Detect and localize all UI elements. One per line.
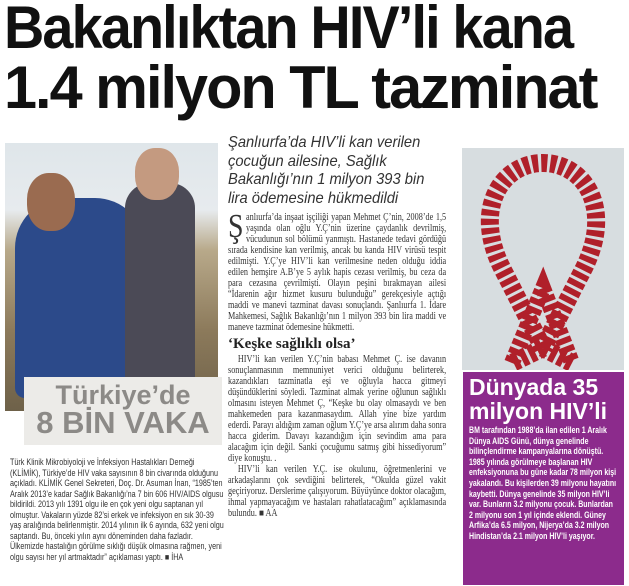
title-line: Türkiye’de	[55, 380, 191, 410]
article-column	[228, 134, 448, 519]
article-subheading: ‘Keşke sağlıklı olsa’	[228, 336, 356, 352]
headline-line-1: Bakanlıktan HIV’li kana	[4, 0, 573, 61]
world-box-title: Dünyada 35 milyon HIV’li	[469, 374, 608, 424]
title-line: 8 BİN VAKA	[36, 405, 210, 440]
world-hiv-box	[463, 372, 624, 585]
headline-line-2: 1.4 milyon TL tazminat	[4, 54, 597, 121]
turkey-box-title	[24, 377, 222, 445]
paragraph-text: anlıurfa’da inşaat işçiliği yapan Mehmet Ç’nin, 2008’de 1,5 yaşında olan oğlu Y.Ç’nin üzerine çaydanlık devrilmiş, vücudunun sol bölümü yanmıştı. Hastanede tedavi gördüğü sırada kendisine kan verilmiş, ancak bu kanda HIV virüsü tespit edilmişti. Y.Ç’ye HIV’li kan verilmesine neden olduğu iddia edilen hemşire A.B’ye 5 aylık hapis cezası verilmiş, bu ceza da para cezasına çevrilmişti. Olayın peşini bırakmayan ailesi “İdarenin ağır hizmet kusuru bulunduğu” gerekçesiyle açtığı maddi ve manevi tazminat davası sonuçlandı. Şanlıurfa 1. İdare Mahkemesi, Sağlık Bakanlığı’nın 1 milyon 393 bin lira maddi ve maneve tazminat ödemesine hükmetti.	[228, 212, 447, 333]
paragraph-text: HIV’li kan verilen Y.Ç’nin babası Mehmet Ç. ise davanın sonuçlanmasının memnuniyet verici olduğunu belirterek, kazandıkları tazminatla eşi ve oğluyla hacca gitmeyi düşündüklerini söyledi. Tazminat almak yerine oğlunun sağlıklı olmasını isteyen Mehmet Ç, “Keşke bu olay olmasaydı ve ben mahkemeden para kazanmasaydım. Allah yine bize yardım ederdi. Parayı aldığım zaman oğlum Y.Ç’ye arsa alırım daha sonra hacca giderim. Davayı kazandığım için sevindim ama para alacağım için değil. Sanki çocuğumu satmış gibi hissediyorum” diye konuştu. .	[228, 354, 447, 464]
world-box-text: BM tarafından 1988’da ilan edilen 1 Aralık Dünya AIDS Günü, dünya genelinde bilinçlendirme kampanyalarına dönüştü. 1985 yılında görülmeye başlanan HIV enfeksiyonuna bu güne kadar 78 milyon kişi yakalandı. Bu kişilerden 39 milyonu hayatını kaybetti. Dünya genelinde 35 milyon HIV’li var. Bunların 3.2 milyonu çocuk. Bunlardan 2 milyonu son 1 yıl içinde eklendi. Güney Arfika’da 6.5 milyon, Nijerya’da 3.2 milyon Hindistan’da 2.1 milyon HIV’li yaşıyor.	[469, 425, 617, 541]
subheadline: Şanlıurfa’da HIV’li kan verilen çocuğun ailesine, Sağlık Bakanlığı’nın 1 milyon 393 bin lira ödemesine hükmedildi	[228, 134, 425, 207]
drop-cap: Ş	[228, 208, 244, 245]
paragraph-text: HIV’li kan verilen Y.Ç. ise okulunu, öğretmenlerini ve arkadaşlarını çok sevdiğini belirterek, “Okulda güzel vakit geçiriyoruz. Derslerime çalışıyorum. Büyüyünce doktor olacağım, ihmal yapmayacağım ve hastaları rahatlatacağım” açıklamasında bulundu. ■ AA	[228, 464, 447, 519]
photo-red-ribbon-students	[462, 148, 624, 370]
article-paragraph-2	[228, 354, 446, 519]
turkey-box-text: Türk Klinik Mikrobiyoloji ve İnfeksiyon Hastalıkları Derneği (KLİMİK), Türkiye’de HIV vaka sayısının 8 bin civarında olduğunu açıkladı. KLİMİK Genel Sekreteri, Doç. Dr. Asuman İnan, “1985’ten Aralık 2013’e kadar Sağlık Bakanlığı’na 7 bin 606 HIV/AIDS olgusu bildirildi. 2013 yılı 1391 olgu ile en çok yeni olgu saptanan yıl olmuştur. Vakaların yüzde 82’si erkek ve infeksiyon en sık 30-39 yaş aralığında belirlenmiştir. 2014 yılının ilk 6 ayında, 632 yeni olgu saptandı. Bu, önceki yılın aynı döneminden daha fazladır. Ülkemizde hastalığın görülme sıklığı düşük olmasına rağmen, yeni olgu sayısı her yıl artmaktadır” açıklaması yaptı. ■ İHA	[10, 457, 224, 562]
photo-father-and-son	[5, 143, 218, 411]
article-paragraph-1	[228, 208, 447, 333]
